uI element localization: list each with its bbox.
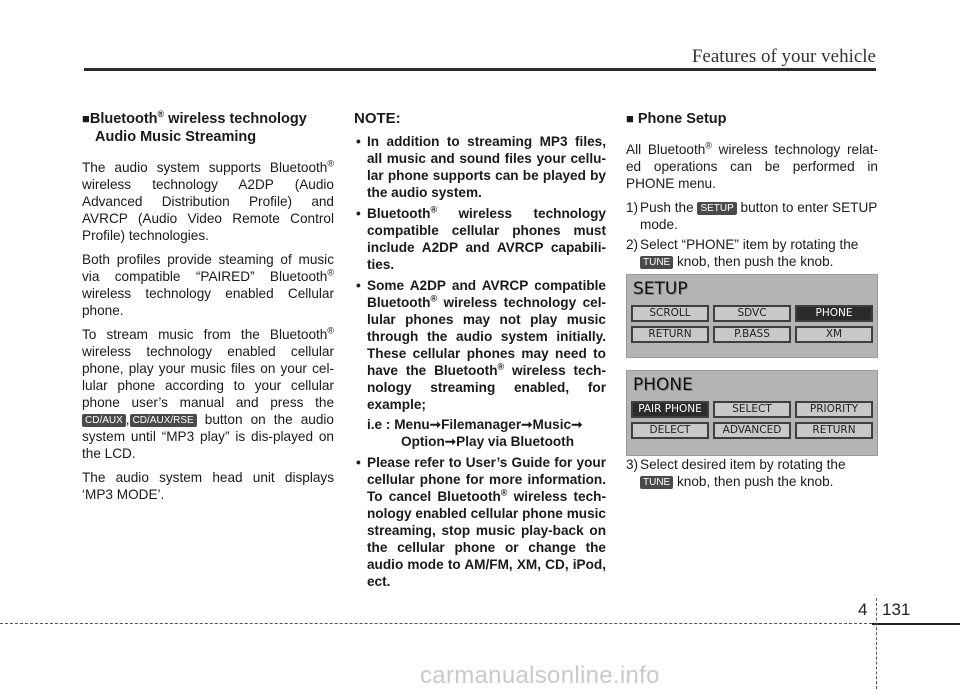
- setup-screen-title: SETUP: [633, 279, 688, 299]
- setup-scroll-button: SCROLL: [631, 305, 709, 322]
- setup-phone-button: PHONE: [795, 305, 873, 322]
- step-item: 1) Push the SETUP button to enter SETUP mode.: [626, 200, 878, 232]
- phone-return-button: RETURN: [795, 422, 873, 439]
- note-item: • Some A2DP and AVRCP compatible Bluetooth® wireless technology cel-lular phones may not play music through the audio system initially. These cellular phones may need to have the Bluetooth® wireless tech-nology streaming enabled, for example; i.e : Menu➞Filemanager➞Music➞ Option➞Play via Bluetooth: [354, 277, 606, 450]
- phone-advanced-button: ADVANCED: [713, 422, 791, 439]
- page-number-divider: [876, 598, 877, 689]
- footer-rule-solid: [872, 623, 960, 625]
- paragraph-profiles: Both profiles provide steaming of music via compatible “PAIRED” Bluetooth® wireless technology enabled Cellular phone.: [82, 252, 334, 318]
- page-number: 131: [882, 600, 911, 619]
- column-note: [354, 110, 606, 594]
- phone-delect-button: DELECT: [631, 422, 709, 439]
- chapter-number: 4: [858, 600, 868, 619]
- footer-rule: [0, 623, 872, 624]
- note-item: • Bluetooth® wireless technology compatible cellular phones must include A2DP and AVRCP capabili-ties.: [354, 205, 606, 273]
- cd-aux-rse-button-tag: CD/AUX/RSE: [130, 414, 197, 427]
- section-heading-phone-setup: ■ Phone Setup: [626, 111, 727, 127]
- step-item: 3) Select desired item by rotating the TUNE knob, then push the knob.: [626, 457, 846, 489]
- tune-knob-tag: TUNE: [640, 256, 673, 269]
- setup-xm-button: XM: [795, 326, 873, 343]
- note-item: • Please refer to User’s Guide for your cellular phone for more information. To cancel Bluetooth® wireless tech-nology enabled cellular phone music streaming, stop music play-back on the cellular phone or change the audio mode to AM/FM, XM, CD, iPod, ect.: [354, 454, 606, 590]
- paragraph-mp3-mode: The audio system head unit displays ‘MP3 MODE’.: [82, 470, 334, 502]
- step-item: 2) Select “PHONE” item by rotating the TUNE knob, then push the knob.: [626, 237, 859, 269]
- setup-screen-image: [626, 274, 878, 358]
- page-header-title: Features of your vehicle: [691, 46, 876, 67]
- setup-pbass-button: P.BASS: [713, 326, 791, 343]
- paragraph-phone-intro: All Bluetooth® wireless technology relat-ed operations can be performed in PHONE menu.: [626, 140, 878, 191]
- watermark: carmanualsonline.info: [420, 662, 660, 689]
- setup-steps-continued: [626, 456, 878, 490]
- setup-sdvc-button: SDVC: [713, 305, 791, 322]
- column-phone-setup: [626, 110, 878, 493]
- note-title: NOTE:: [354, 110, 401, 127]
- setup-steps: [626, 199, 878, 270]
- phone-select-button: SELECT: [713, 401, 791, 418]
- cd-aux-button-tag: CD/AUX: [82, 414, 126, 427]
- paragraph-supports: The audio system supports Bluetooth® wireless technology A2DP (Audio Advanced Distribution Profile) and AVRCP (Audio Video Remote Control Profile) technologies.: [82, 158, 334, 243]
- phone-screen-image: [626, 370, 878, 456]
- section-heading-bluetooth-audio: ■Bluetooth® wireless technology Audio Music Streaming: [82, 109, 307, 145]
- note-list: [354, 133, 606, 590]
- paragraph-stream-instructions: To stream music from the Bluetooth® wireless technology enabled cellular phone, play your music files on your cel-lular phone according to your cellular phone user’s manual and press the CD/AUX , CD/AUX/RSE button on the audio system until “MP3 play” is dis-played on the LCD.: [82, 325, 334, 461]
- setup-button-tag: SETUP: [697, 202, 736, 215]
- phone-priority-button: PRIORITY: [795, 401, 873, 418]
- setup-return-button: RETURN: [631, 326, 709, 343]
- column-bluetooth-audio: [82, 110, 334, 510]
- phone-pair-phone-button: PAIR PHONE: [631, 401, 709, 418]
- phone-screen-title: PHONE: [633, 375, 693, 395]
- example-path: i.e : Menu➞Filemanager➞Music➞ Option➞Play via Bluetooth: [367, 417, 583, 449]
- note-item: • In addition to streaming MP3 files, all music and sound files your cellu-lar phone supports can be played by the audio system.: [354, 133, 606, 201]
- tune-knob-tag: TUNE: [640, 476, 673, 489]
- header-rule: [84, 68, 876, 71]
- heading-bullet: ■: [82, 111, 90, 126]
